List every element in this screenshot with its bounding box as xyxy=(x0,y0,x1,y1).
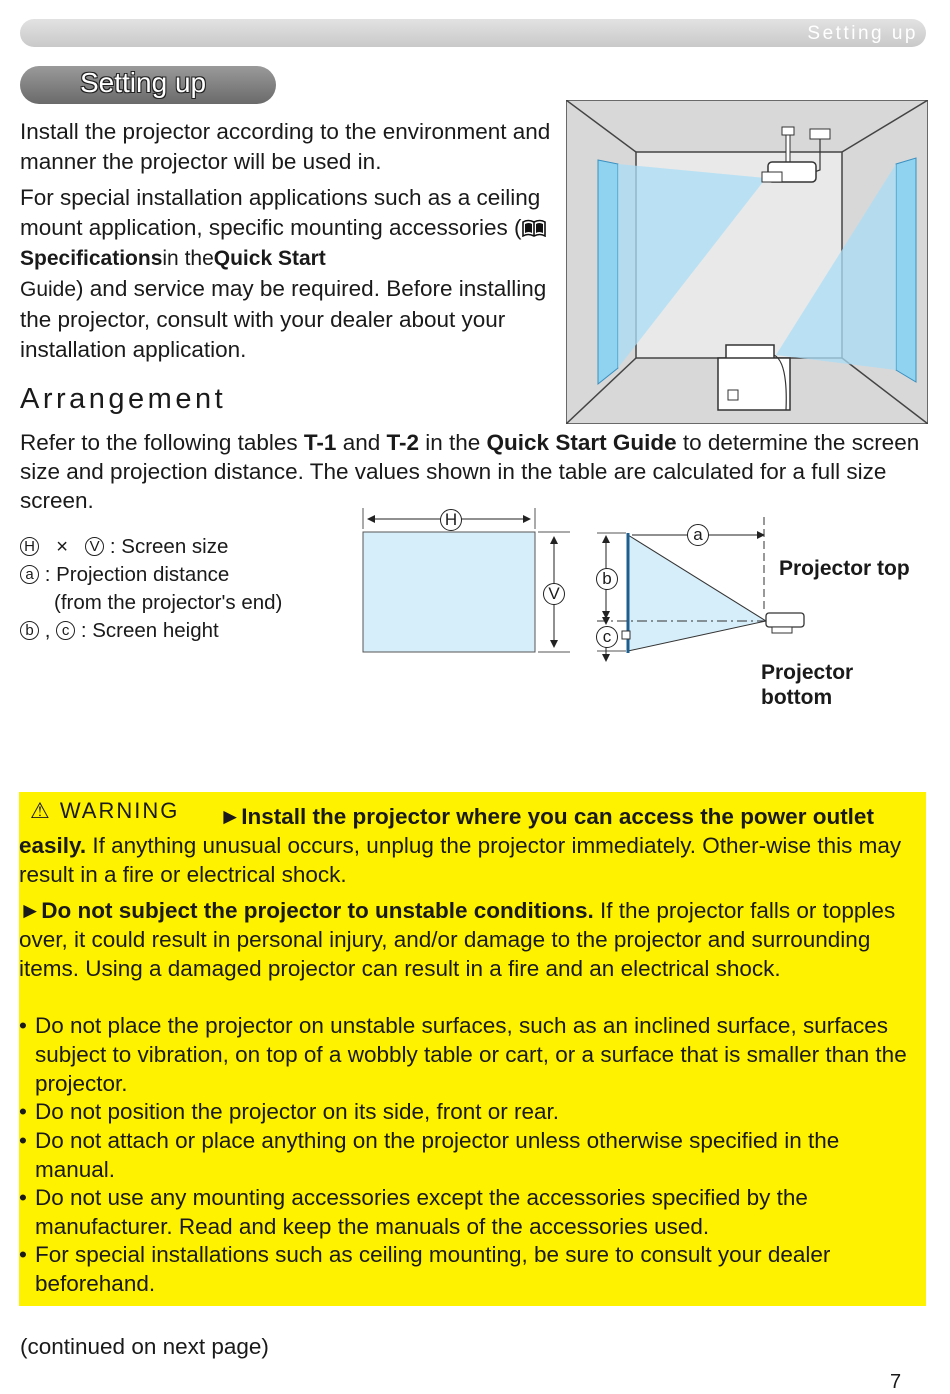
legend-screen-height: b , c : Screen height xyxy=(20,619,219,643)
warning-paragraph-1: ►Install the projector where you can access the power outlet easily. If anything unusual occurs, unplug the projector immediately. Other-wise this may result in a fire or electrical shock. xyxy=(19,804,902,887)
projector-bottom-label-1: Projector xyxy=(761,661,854,684)
warning-bullet: • For special installations such as ceiling mounting, be sure to consult your dealer beforehand. xyxy=(19,1242,831,1296)
room-illustration xyxy=(566,100,928,424)
arrangement-title: Arrangement xyxy=(20,383,227,415)
screen-size-diagram xyxy=(360,505,575,660)
diagram-h-label: H xyxy=(440,509,462,531)
continued-note: (continued on next page) xyxy=(20,1334,269,1359)
header-bar xyxy=(20,19,926,47)
warning-label: ⚠ WARNING xyxy=(30,798,180,823)
diagram-b-label: b xyxy=(596,568,618,590)
warning-bullet: • Do not use any mounting accessories except the accessories specified by the manufacturer. Read and keep the manuals of the accessories used. xyxy=(19,1185,808,1239)
book-icon xyxy=(522,215,546,233)
legend-screen-size: H × V : Screen size xyxy=(20,535,228,559)
warning-bullet: • Do not position the projector on its side, front or rear. xyxy=(19,1099,560,1124)
diagram-c-label: c xyxy=(596,626,618,648)
page-number: 7 xyxy=(890,1371,902,1393)
projector-bottom-label-2: bottom xyxy=(761,686,833,709)
warning-bullet: • Do not attach or place anything on the projector unless otherwise specified in the manual. xyxy=(19,1128,840,1182)
legend-projection-distance: a : Projection distance xyxy=(20,563,229,587)
diagram-v-label: V xyxy=(543,583,565,605)
warning-paragraph-2: ►Do not subject the projector to unstable conditions. If the projector falls or topples over, it could result in personal injury, and/or damage to the projector and surrounding items. Using a damaged projector can result in a fire and an electrical shock. xyxy=(19,898,896,981)
warning-icon: ⚠ xyxy=(30,798,52,823)
projector-top-label: Projector top xyxy=(779,557,910,580)
diagram-a-label: a xyxy=(687,524,709,546)
intro-paragraph-2: For special installation applications such as a ceiling mount application, specific mounting accessories (Specificationsin theQuick Start Guide) and service may be required. Before installing the projector, consult with your dealer about your installation application. xyxy=(20,185,547,362)
section-title: Setting up xyxy=(80,67,207,98)
arrangement-text: Refer to the following tables T-1 and T-2 in the Quick Start Guide to determine the screen size and projection distance. The values shown in the table are calculated for a full size screen. xyxy=(20,430,920,513)
warning-bullet: • Do not place the projector on unstable surfaces, such as an inclined surface, surfaces subject to vibration, on top of a wobbly table or cart, or a surface that is smaller than the projector. xyxy=(19,1013,907,1096)
legend-from-end: (from the projector's end) xyxy=(54,591,283,614)
header-section-label: Setting up xyxy=(807,23,918,44)
intro-paragraph-1: Install the projector according to the environment and manner the projector will be used in. xyxy=(20,119,551,174)
